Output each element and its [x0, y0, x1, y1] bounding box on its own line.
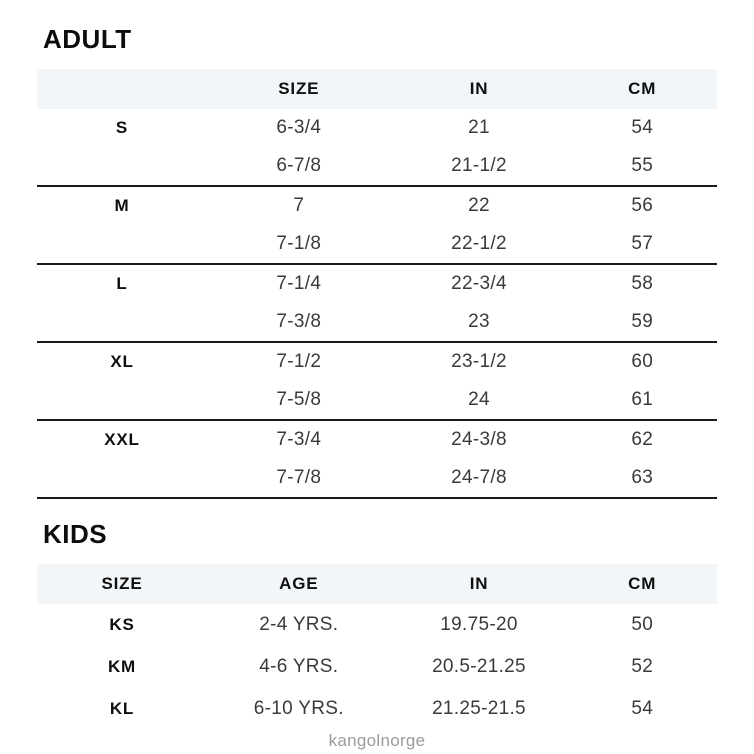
cell-size: 7 — [293, 195, 305, 216]
size-label-kl: KL — [109, 699, 135, 718]
size-label-empty — [37, 303, 207, 342]
cell-in: 19.75-20 — [440, 614, 518, 635]
cell-in: 21.25-21.5 — [432, 698, 526, 719]
cell-cm: 61 — [567, 381, 717, 420]
cell-in: 24-3/8 — [451, 429, 507, 450]
kids-header-row — [37, 564, 717, 604]
footer-brand: kangolnorge — [328, 731, 426, 750]
adult-section-heading: ADULT — [43, 24, 132, 54]
table-row — [37, 303, 717, 342]
cell-cm: 54 — [631, 698, 654, 719]
kids-column-header-in: IN — [469, 574, 489, 593]
table-row — [37, 342, 717, 381]
size-label-l: L — [116, 274, 128, 293]
cell-age: 4-6 YRS. — [259, 656, 339, 677]
adult-header-row — [37, 69, 717, 109]
cell-cm: 54 — [631, 117, 654, 138]
size-label-empty — [37, 147, 207, 186]
cell-in: 22-3/4 — [451, 273, 507, 294]
adult-size-table — [37, 69, 717, 499]
table-row — [37, 688, 717, 730]
table-row — [37, 646, 717, 688]
cell-in: 22 — [468, 195, 490, 216]
adult-column-header-cm: CM — [628, 79, 657, 98]
adult-column-header-size: SIZE — [278, 79, 320, 98]
table-row — [37, 420, 717, 459]
table-row — [37, 109, 717, 147]
size-label-m: M — [114, 196, 130, 215]
cell-size: 7-3/8 — [207, 303, 391, 342]
cell-cm: 62 — [631, 429, 654, 450]
table-row — [37, 604, 717, 646]
cell-in: 24 — [391, 381, 568, 420]
cell-cm: 57 — [567, 225, 717, 264]
kids-column-header-age: AGE — [279, 574, 319, 593]
table-row — [37, 264, 717, 303]
table-row — [37, 459, 717, 498]
table-row — [37, 381, 717, 420]
cell-size: 7-1/4 — [276, 273, 322, 294]
size-label-xl: XL — [110, 352, 134, 371]
kids-size-table — [37, 564, 717, 730]
cell-cm: 58 — [631, 273, 654, 294]
cell-in: 23-1/2 — [451, 351, 507, 372]
cell-in: 21-1/2 — [391, 147, 568, 186]
size-label-s: S — [115, 118, 129, 137]
cell-cm: 63 — [567, 459, 717, 498]
cell-size: 7-5/8 — [207, 381, 391, 420]
cell-size: 7-7/8 — [207, 459, 391, 498]
cell-size: 7-3/4 — [276, 429, 322, 450]
adult-column-header-blank — [37, 69, 207, 109]
cell-cm: 50 — [631, 614, 654, 635]
cell-in: 24-7/8 — [391, 459, 568, 498]
cell-in: 21 — [468, 117, 490, 138]
cell-size: 6-3/4 — [276, 117, 322, 138]
kids-column-header-cm: CM — [628, 574, 657, 593]
cell-in: 22-1/2 — [391, 225, 568, 264]
cell-size: 7-1/2 — [276, 351, 322, 372]
table-row — [37, 225, 717, 264]
cell-age: 2-4 YRS. — [259, 614, 339, 635]
kids-column-header-size: SIZE — [101, 574, 143, 593]
cell-cm: 59 — [567, 303, 717, 342]
size-label-empty — [37, 225, 207, 264]
size-label-xxl: XXL — [104, 430, 140, 449]
size-label-km: KM — [107, 657, 137, 676]
cell-cm: 60 — [631, 351, 654, 372]
cell-size: 7-1/8 — [207, 225, 391, 264]
cell-in: 23 — [391, 303, 568, 342]
table-row — [37, 186, 717, 225]
size-label-ks: KS — [109, 615, 135, 634]
cell-cm: 52 — [631, 656, 654, 677]
cell-cm: 55 — [567, 147, 717, 186]
cell-age: 6-10 YRS. — [253, 698, 344, 719]
cell-size: 6-7/8 — [207, 147, 391, 186]
adult-column-header-in: IN — [469, 79, 489, 98]
kids-section-heading: KIDS — [43, 519, 108, 549]
cell-cm: 56 — [631, 195, 654, 216]
table-row — [37, 147, 717, 186]
size-label-empty — [37, 459, 207, 498]
size-label-empty — [37, 381, 207, 420]
cell-in: 20.5-21.25 — [432, 656, 526, 677]
